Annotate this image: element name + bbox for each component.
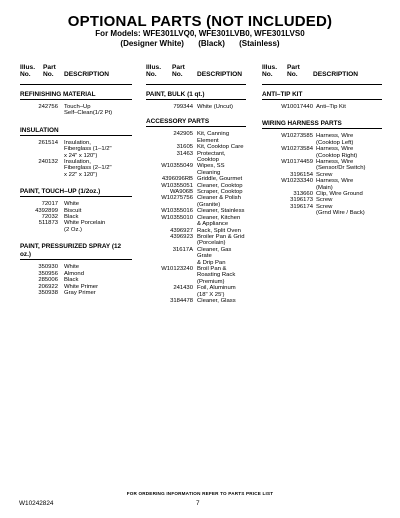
- part-number: 350938: [38, 289, 58, 296]
- part-description: Almond: [64, 270, 84, 277]
- part-number: 3196173: [290, 197, 313, 204]
- illus-label: Illus.: [262, 64, 278, 71]
- variants-line: [0, 39, 400, 48]
- variant-stainless: (Stainless): [239, 39, 280, 48]
- part-number: 206922: [38, 283, 58, 290]
- part-number: 4396096RB: [161, 176, 193, 183]
- variant-black: (Black): [198, 39, 225, 48]
- part-description: Gray Primer: [64, 289, 96, 296]
- part-description: Insulation,: [64, 159, 91, 166]
- part-description: Broiler Pan & Grid: [197, 233, 245, 240]
- part-description: Kit, Cooktop Care: [197, 144, 244, 151]
- column-1-header: [20, 63, 132, 82]
- part-description: (Granite): [197, 201, 221, 208]
- part-description: (Main): [316, 184, 333, 191]
- part-description: Rack, Split Oven: [197, 227, 241, 234]
- part-description: (18" X 25'): [197, 291, 225, 298]
- column-1: [20, 63, 132, 296]
- part-description: Biscuit: [64, 207, 82, 214]
- part-row: [146, 266, 246, 285]
- part-description: Screw: [316, 171, 333, 178]
- part-number: 313660: [293, 191, 313, 198]
- part-row: [262, 178, 382, 191]
- description-label: DESCRIPTION: [64, 71, 110, 78]
- part-description: Screw: [316, 203, 333, 210]
- part-number: 72017: [41, 201, 58, 208]
- no-label: No.: [262, 71, 273, 78]
- section-title-paint-touch-up-1-2oz: PAINT, TOUCH–UP (1/2oz.): [20, 188, 101, 196]
- part-description: Harness, Wire: [316, 146, 354, 153]
- column-1-sections: [20, 91, 132, 296]
- part-row: [262, 204, 382, 217]
- part-row: [20, 140, 132, 159]
- part-number: 242756: [38, 104, 58, 110]
- part-description: Cooktop: [197, 157, 219, 164]
- part-description: Griddle, Gourmet: [197, 176, 243, 183]
- section-title-wiring-harness-parts: WIRING HARNESS PARTS: [262, 120, 342, 128]
- part-row: [146, 195, 246, 208]
- ordering-note: FOR ORDERING INFORMATION REFER TO PARTS PRICE LIST: [126, 491, 274, 496]
- page-title: OPTIONAL PARTS (NOT INCLUDED): [67, 13, 333, 30]
- part-description: Harness, Wire: [316, 133, 354, 140]
- part-description: Cleaner, Kitchen: [197, 214, 241, 221]
- part-description: & Drip Pan: [197, 259, 226, 266]
- part-number: 350956: [38, 270, 58, 277]
- part-row: [146, 247, 246, 266]
- part-row: [262, 159, 382, 172]
- divider: [262, 84, 382, 85]
- section-title-paint-pressurized-spray-12-oz: PAINT, PRESSURIZED SPRAY (12 oz.): [20, 243, 122, 259]
- part-description: x 22" x 120"): [64, 171, 98, 178]
- page-number: 7: [196, 500, 200, 507]
- section-title-insulation: INSULATION: [20, 126, 59, 134]
- no-label: No.: [43, 71, 54, 78]
- description-label: DESCRIPTION: [313, 71, 359, 78]
- section-rule: [262, 128, 382, 129]
- part-description: (Porcelain): [197, 240, 226, 247]
- part-number: 3196174: [290, 203, 313, 210]
- part-description: (2 Oz.): [64, 226, 82, 233]
- part-number: 350930: [38, 264, 58, 271]
- part-number: 31463: [176, 150, 193, 157]
- part-row: [262, 133, 382, 146]
- column-3: [262, 63, 382, 217]
- section-rule: [20, 259, 132, 260]
- part-number: WA906B: [169, 189, 193, 196]
- part-row: [20, 104, 132, 117]
- section-title-paint-bulk-1-qt: PAINT, BULK (1 qt.): [146, 91, 205, 98]
- illus-label: Illus.: [20, 64, 36, 71]
- column-2-sections: [146, 91, 246, 304]
- part-description: Roasting Rack: [197, 272, 236, 279]
- part-row: [146, 298, 246, 304]
- no-label: No.: [20, 71, 31, 78]
- part-number: W10123240: [161, 265, 193, 272]
- part-description: Touch–Up: [64, 104, 91, 110]
- part-description: Anti–Tip Kit: [316, 104, 346, 110]
- part-row: [146, 215, 246, 228]
- part-description: Kit, Canning: [197, 131, 230, 138]
- part-description: White: [64, 264, 80, 271]
- column-2-header: [146, 63, 246, 82]
- part-description: White Porcelain: [64, 220, 106, 227]
- part-description: Wipes, SS Cleaning: [197, 163, 225, 176]
- illus-label: Illus.: [146, 64, 162, 71]
- part-label: Part: [172, 64, 185, 71]
- column-3-header: [262, 63, 382, 82]
- part-description: Broil Pan &: [197, 265, 227, 272]
- divider: [146, 84, 246, 85]
- part-description: Fiberglass (1–1/2": [64, 146, 112, 153]
- part-description: Cleaner, Stainless: [197, 208, 245, 215]
- part-description: Protectant,: [197, 150, 226, 157]
- part-description: Insulation,: [64, 139, 91, 146]
- part-number: 261514: [38, 139, 58, 146]
- no-label: No.: [172, 71, 183, 78]
- part-description: Harness, Wire: [316, 159, 354, 166]
- part-description: Black: [64, 214, 79, 221]
- part-description: Fiberglass (2–1/2": [64, 165, 112, 172]
- part-number: W10355051: [161, 182, 193, 189]
- part-number: W10355010: [161, 214, 193, 221]
- section-title-anti-tip-kit: ANTI–TIP KIT: [262, 91, 303, 98]
- section-rule: [20, 196, 132, 197]
- part-row: [20, 220, 132, 233]
- part-description: (Sensor/Dr Switch): [316, 165, 366, 172]
- part-label: Part: [287, 64, 300, 71]
- part-description: Cleaner, Gas Grate: [197, 246, 232, 260]
- part-number: W10174459: [281, 159, 313, 166]
- part-number: W10273584: [281, 146, 313, 153]
- part-description: Self–Clean(1/2 Pt): [64, 110, 113, 117]
- part-description: Clip, Wire Ground: [316, 191, 363, 198]
- part-number: W10355049: [161, 163, 193, 170]
- column-2: [146, 63, 246, 304]
- part-number: 240132: [38, 159, 58, 166]
- part-number: W10233340: [281, 178, 313, 185]
- section-title-refinishing-material: REFINISHING MATERIAL: [20, 91, 96, 98]
- no-label: No.: [287, 71, 298, 78]
- part-number: 799344: [173, 104, 193, 110]
- part-row: [146, 151, 246, 164]
- part-row: [146, 285, 246, 298]
- part-description: Cleaner & Polish: [197, 195, 241, 202]
- no-label: No.: [146, 71, 157, 78]
- models-line: For Models: WFE301LVQ0, WFE301LVB0, WFE301LVS0: [95, 29, 305, 38]
- part-description: Black: [64, 277, 79, 284]
- part-row: [146, 163, 246, 176]
- part-row: [20, 159, 132, 178]
- part-description: Cleaner, Glass: [197, 297, 236, 304]
- section-rule: [20, 135, 132, 136]
- part-row: [20, 290, 132, 296]
- part-row: [262, 146, 382, 159]
- part-label: Part: [43, 64, 56, 71]
- part-number: 4392899: [35, 207, 58, 214]
- part-number: 242905: [173, 131, 193, 138]
- part-description: Harness, Wire: [316, 178, 354, 185]
- divider: [20, 84, 132, 85]
- part-description: Scraper, Cooktop: [197, 189, 243, 196]
- part-number: 31605: [176, 144, 193, 151]
- part-number: 241430: [173, 285, 193, 292]
- part-number: 4396927: [170, 227, 193, 234]
- part-description: (Cooktop Right): [316, 152, 358, 159]
- part-number: W10355016: [161, 208, 193, 215]
- section-rule: [262, 99, 382, 100]
- part-description: White (Uncut): [197, 104, 234, 110]
- variant-white: (Designer White): [120, 39, 184, 48]
- part-row: [262, 104, 382, 110]
- section-rule: [20, 99, 132, 100]
- part-description: White Primer: [64, 283, 99, 290]
- part-description: Foil, Aluminum: [197, 285, 236, 292]
- description-label: DESCRIPTION: [197, 71, 243, 78]
- part-description: White: [64, 201, 80, 208]
- part-description: (Premium): [197, 278, 225, 285]
- part-description: Screw: [316, 197, 333, 204]
- section-title-accessory-parts: ACCESSORY PARTS: [146, 118, 210, 126]
- part-row: [146, 131, 246, 144]
- part-number: 31617A: [172, 246, 193, 253]
- part-description: & Appliance: [197, 221, 229, 228]
- part-number: W10275756: [161, 195, 193, 202]
- section-rule: [146, 126, 246, 127]
- part-number: 511873: [38, 220, 58, 227]
- part-number: W10017440: [281, 104, 313, 110]
- part-number: 3196154: [290, 171, 313, 178]
- part-description: (Cooktop Left): [316, 139, 354, 146]
- document-number: W10242824: [19, 500, 54, 507]
- part-number: 285006: [38, 277, 58, 284]
- part-number: 4396923: [170, 233, 193, 240]
- part-description: (Grnd Wire / Back): [316, 210, 365, 217]
- part-row: [146, 234, 246, 247]
- column-3-sections: [262, 91, 382, 217]
- part-number: 3184478: [170, 297, 193, 304]
- part-number: W10273585: [281, 133, 313, 140]
- part-description: Element: [197, 137, 219, 144]
- section-rule: [146, 99, 246, 100]
- part-number: 72032: [41, 214, 58, 221]
- part-description: Cleaner, Cooktop: [197, 182, 243, 189]
- part-description: x 24" x 120"): [64, 152, 98, 159]
- part-row: [146, 104, 246, 110]
